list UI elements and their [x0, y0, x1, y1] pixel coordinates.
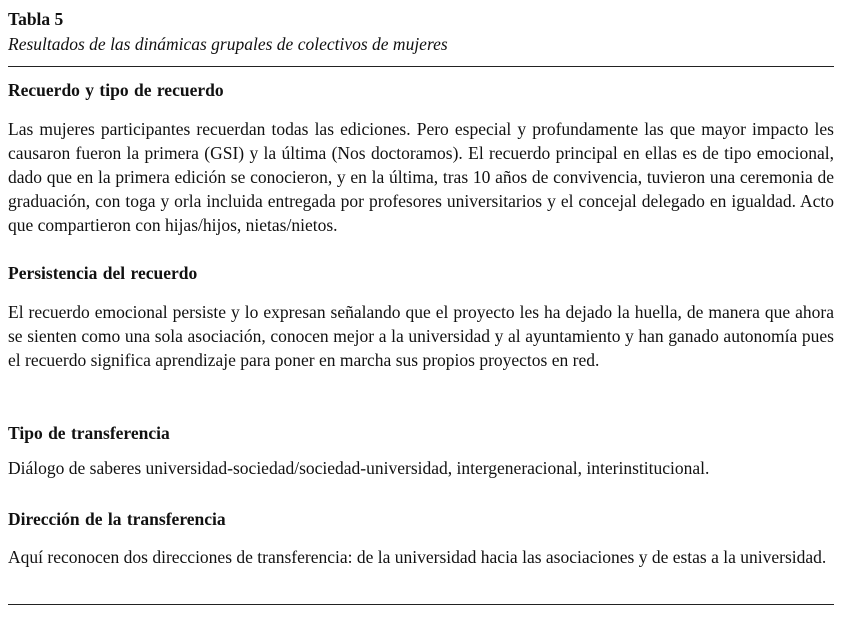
- section-recuerdo: [8, 79, 834, 237]
- section-tipo-transferencia: [8, 422, 834, 480]
- bottom-rule: [8, 604, 834, 605]
- top-rule: [8, 66, 834, 67]
- section-text: Aquí reconocen dos direcciones de transferencia: de la universidad hacia las asociaciones y de estas a la universidad.: [8, 547, 827, 567]
- section-text: Las mujeres participantes recuerdan todas las ediciones. Pero especial y profundamente las que mayor impacto les causaron fueron la primera (GSI) y la última (Nos doctoramos). El recuerdo principal en ellas es de tipo emocional, dado que en la primera edición se conocieron, y en la última, tras 10 años de convivencia, tuvieron una ceremonia de graduación, con toga y orla incluida entregada por profesores universitarios y el concejal delegado en igualdad. Acto que compartieron con hijas/hijos, nietas/nietos.: [8, 119, 834, 235]
- section-heading: Recuerdo y tipo de recuerdo: [8, 80, 224, 100]
- section-text: El recuerdo emocional persiste y lo expresan señalando que el proyecto les ha dejado la huella, de manera que ahora se sienten como una sola asociación, conocen mejor a la universidad y al ayuntamiento y han ganado autonomía pues el recuerdo significa aprendizaje para poner en marcha sus propios proyectos en red.: [8, 302, 834, 370]
- section-persistencia: [8, 262, 834, 372]
- table-caption: Resultados de las dinámicas grupales de colectivos de mujeres: [8, 34, 448, 54]
- section-direccion-transferencia: [8, 508, 834, 569]
- section-text: Diálogo de saberes universidad-sociedad/sociedad-universidad, intergeneracional, interinstitucional.: [8, 458, 710, 478]
- section-heading: Persistencia del recuerdo: [8, 263, 198, 283]
- section-heading: Dirección de la transferencia: [8, 509, 226, 529]
- table-label: Tabla 5: [8, 9, 64, 29]
- section-heading: Tipo de transferencia: [8, 423, 170, 443]
